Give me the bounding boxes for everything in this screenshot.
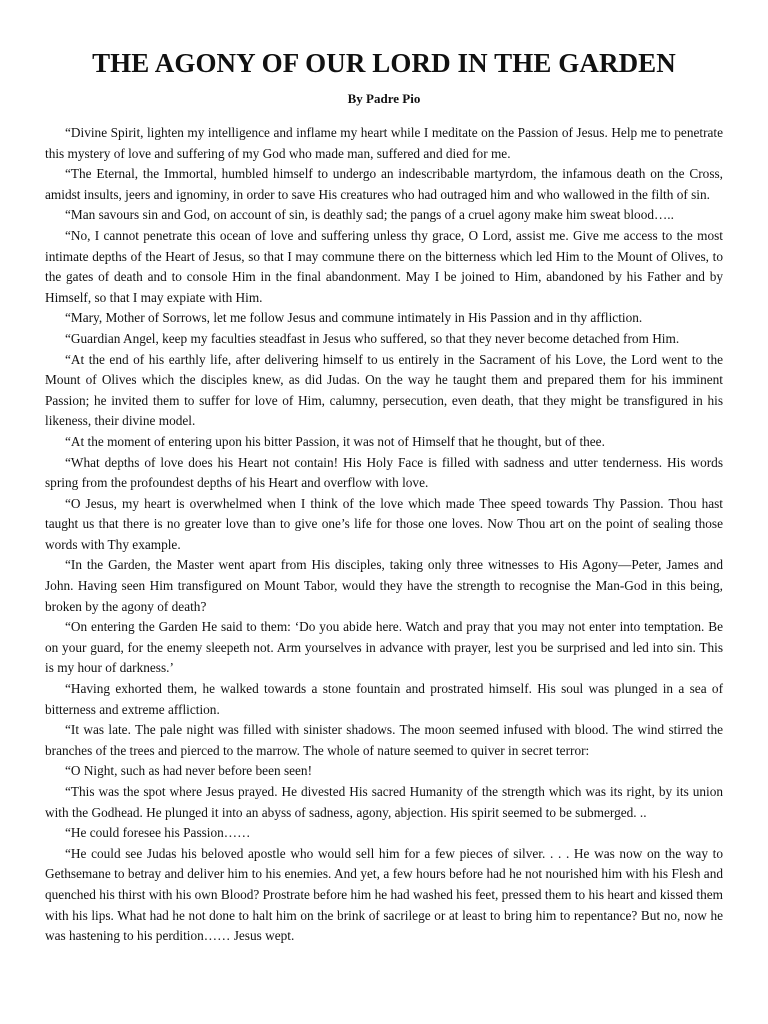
- paragraph-16: “This was the spot where Jesus prayed. He divested His sacred Humanity of the strength which was its right, by its union with the Godhead. He plunged it into an abyss of sadness, agony, abjection. His spirit seemed to be submerged. ..: [45, 784, 723, 820]
- paragraph-9: “What depths of love does his Heart not contain! His Holy Face is filled with sadness and utter tenderness. His words spring from the profoundest depths of his Heart and overflow with love.: [45, 454, 723, 491]
- document-page: [45, 46, 723, 947]
- document-title: THE AGONY OF OUR LORD IN THE GARDEN: [92, 48, 676, 78]
- paragraph-15: “O Night, such as had never before been seen!: [65, 763, 312, 779]
- paragraph-12: “On entering the Garden He said to them: ‘Do you abide here. Watch and pray that you may not enter into temptation. Be on your guard, for the enemy sleepeth not. Arm yourselves in advance with prayer, lest you be surprised and led into sin. This is my hour of darkness.’: [45, 619, 723, 676]
- paragraph-14: “It was late. The pale night was filled with sinister shadows. The moon seemed infused with blood. The wind stirred the branches of the trees and pierced to the marrow. The whole of nature seemed to quiver in secret terror:: [45, 722, 723, 758]
- paragraph-11: “In the Garden, the Master went apart from His disciples, taking only three witnesses to His Agony—Peter, James and John. Having seen Him transfigured on Mount Tabor, would they have the strength to recognise the Man-God in this being, broken by the agony of death?: [45, 557, 723, 614]
- paragraph-6: “Guardian Angel, keep my faculties steadfast in Jesus who suffered, so that they never become detached from Him.: [65, 330, 680, 346]
- paragraph-5: “Mary, Mother of Sorrows, let me follow Jesus and commune intimately in His Passion and in thy affliction.: [65, 310, 643, 326]
- paragraph-7: “At the end of his earthly life, after delivering himself to us entirely in the Sacrament of his Love, the Lord went to the Mount of Olives which the disciples knew, as did Judas. On the way he taught them and prepared them for his imminent Passion; he invited them to suffer for love of Him, calumny, persecution, even death, that they might be transfigured in his likeness, their divine model.: [45, 351, 723, 429]
- paragraph-8: “At the moment of entering upon his bitter Passion, it was not of Himself that he thought, but of thee.: [65, 433, 605, 449]
- paragraph-10: “O Jesus, my heart is overwhelmed when I think of the love which made Thee speed towards Thy Passion. Thou hast taught us that there is no greater love than to give one’s life for those one loves. Now Thou art on the point of sealing those words with Thy example.: [45, 495, 723, 552]
- paragraph-4: “No, I cannot penetrate this ocean of love and suffering unless thy grace, O Lord, assist me. Give me access to the most intimate depths of the Heart of Jesus, so that I may commune there on the bitterness which led Him to the Mount of Olives, to the gates of death and to console Him in the final abandonment. May I be joined to Him, abandoned by his Father and by Himself, so that I may expiate with Him.: [45, 227, 723, 305]
- paragraph-13: “Having exhorted them, he walked towards a stone fountain and prostrated himself. His soul was plunged in a sea of bitterness and extreme affliction.: [45, 681, 723, 717]
- paragraph-2: “The Eternal, the Immortal, humbled himself to undergo an indescribable martyrdom, the infamous death on the Cross, amidst insults, jeers and ignominy, in order to save His creatures who had outraged him and who wallowed in the filth of sin.: [45, 166, 723, 202]
- paragraph-1: “Divine Spirit, lighten my intelligence and inflame my heart while I meditate on the Passion of Jesus. Help me to penetrate this mystery of love and suffering of my God who made man, suffered and died for me.: [45, 125, 723, 161]
- paragraph-3: “Man savours sin and God, on account of sin, is deathly sad; the pangs of a cruel agony make him sweat blood…..: [65, 207, 674, 223]
- paragraph-18: “He could see Judas his beloved apostle who would sell him for a few pieces of silver. . . . He was now on the way to Gethsemane to betray and deliver him to his enemies. And yet, a few hours before had he not nourished him with his Flesh and quenched his thirst with his own Blood? Prostrate before him he had washed his feet, pressed them to his heart and kissed them with his lips. What had he not done to halt him on the brink of sacrilege or at least to bring him to repentance? But no, now he was hastening to his perdition…… Jesus wept.: [45, 845, 723, 944]
- paragraph-17: “He could foresee his Passion……: [65, 825, 251, 841]
- document-body: [45, 123, 723, 947]
- document-author: By Padre Pio: [347, 91, 421, 106]
